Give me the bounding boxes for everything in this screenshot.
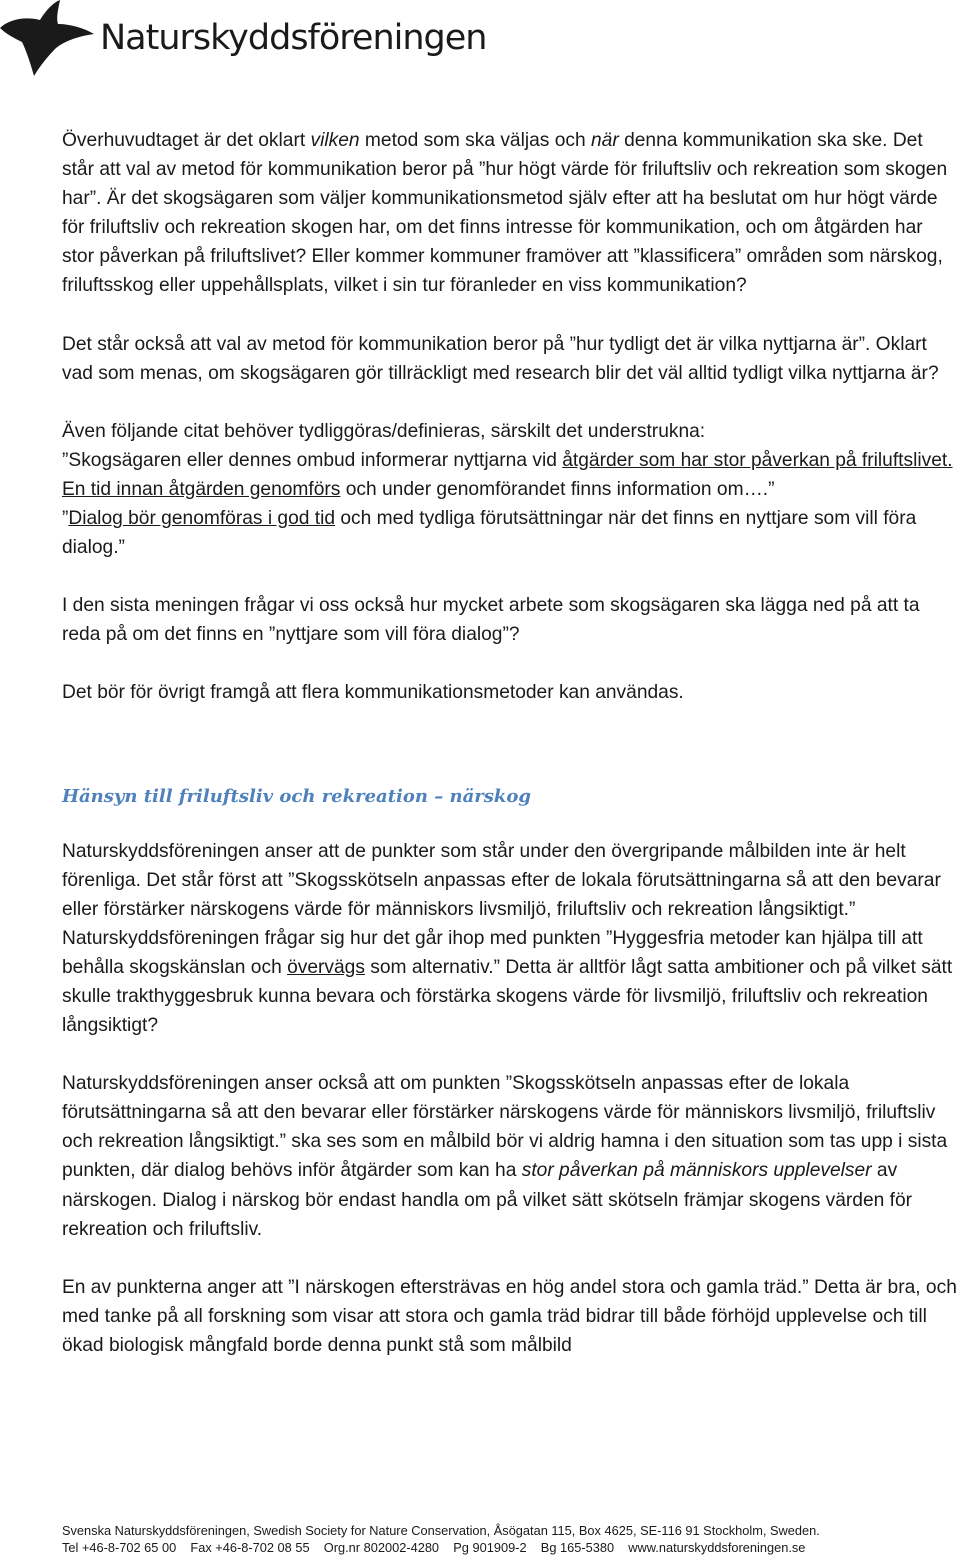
- paragraph: [62, 1069, 958, 1244]
- quote: [62, 446, 958, 504]
- text-run: En av punkterna anger att ”I närskogen eftersträvas en hög andel stora och gamla träd.” Detta är bra, och med tanke på all forskning som visar att stora och gamla träd bidrar till både förhöjd upplevelse och till ökad biologisk mångfald borde denna punkt stå som målbild: [62, 1276, 957, 1356]
- paragraph: [62, 837, 958, 1041]
- text-run: Även följande citat behöver tydliggöras/definieras, särskilt det understrukna:: [62, 420, 706, 442]
- text-run: Naturskyddsföreningen anser att de punkter som står under den övergripande målbilden inte är helt förenliga. Det står först att ”Skogsskötseln anpassas efter de lokala förutsättningarna så att den bevarar eller förstärker närskogens värde för människors livsmiljö, friluftsliv och rekreation långsiktigt.” Naturskyddsföreningen frågar sig hur det går ihop med punkten ”Hyggesfria metoder kan hjälpa till att behålla skogskänslan och: [62, 840, 941, 978]
- underlined-text: övervägs: [287, 956, 365, 978]
- text-run: denna kommunikation ska ske. Det står att val av metod för kommunikation beror på ”hur högt värde för friluftsliv och rekreation som skogen har”. Är det skogsägaren som väljer kommunikationsmetod själv efter att ha beslutat om hur högt värde för friluftsliv och rekreation skogen har, om det finns intresse för kommunikation, och om åtgärden har stor påverkan på friluftslivet? Eller kommer kommuner framöver att ”klassificera” områden som närskog, friluftsskog eller uppehållsplats, vilket i sin tur föranleder en viss kommunikation?: [62, 130, 948, 297]
- italic-text: när: [591, 130, 619, 151]
- paragraph: [62, 330, 958, 388]
- section-heading: Hänsyn till friluftsliv och rekreation – närskog: [62, 785, 531, 807]
- underlined-text: Dialog bör genomföras i god tid: [68, 508, 336, 530]
- underlined-text: åtgärder som har stor påverkan på friluftslivet.: [562, 449, 953, 471]
- text-run: och under genomförandet finns information om….”: [340, 478, 775, 500]
- brand-name: Naturskyddsföreningen: [100, 18, 487, 58]
- paragraph: [62, 1273, 958, 1360]
- italic-text: vilken: [310, 130, 360, 151]
- text-run: ”Skogsägaren eller dennes ombud informerar nyttjarna vid: [62, 449, 563, 471]
- paragraph: [62, 678, 958, 707]
- document-body: [62, 126, 958, 1360]
- paragraph: [62, 591, 958, 649]
- page-header: [0, 0, 960, 80]
- bird-logo-icon: [0, 0, 96, 80]
- text-run: som alternativ.” Detta är alltför lågt satta ambitioner och på vilket sätt skulle trakthyggesbruk kunna bevara och förstärka skogens värde för livsmiljö, friluftsliv och rekreation långsiktigt?: [62, 956, 953, 1037]
- paragraph: [62, 417, 958, 446]
- text-run: Det står också att val av metod för kommunikation beror på ”hur tydligt det är vilka nyttjarna är”. Oklart vad som menas, om skogsägaren gör tillräckligt med research blir det väl alltid tydligt vilka nyttjarna är?: [62, 333, 939, 384]
- quote: [62, 504, 958, 562]
- text-run: Naturskyddsföreningen anser också att om punkten ”Skogsskötseln anpassas efter de lokala förutsättningarna så att den bevarar eller förstärker närskogens värde för människors livsmiljö, friluftsliv och rekreation långsiktigt.” ska ses som en målbild bör vi aldrig hamna i den situation som tas upp i sista punkten, där dialog behövs inför åtgärder som kan ha: [62, 1073, 948, 1182]
- italic-text: stor påverkan på människors upplevelser: [521, 1160, 872, 1182]
- text-run: Överhuvudtaget är det oklart: [62, 130, 311, 151]
- text-run: Det bör för övrigt framgå att flera kommunikationsmetoder kan användas.: [62, 682, 684, 704]
- page-footer: [62, 1522, 958, 1556]
- text-run: I den sista meningen frågar vi oss också hur mycket arbete som skogsägaren ska lägga ned på att ta reda på om det finns en ”nyttjare som vill föra dialog”?: [62, 595, 920, 646]
- text-run: av närskogen. Dialog i närskog bör endast handla om på vilket sätt skötseln främjar skogens värden för rekreation och friluftsliv.: [62, 1160, 913, 1240]
- text-run: ”: [62, 508, 69, 530]
- footer-contact: Tel +46-8-702 65 00 Fax +46-8-702 08 55 Org.nr 802002-4280 Pg 901909-2 Bg 165-5380 www.naturskyddsforeningen.se: [62, 1540, 806, 1555]
- footer-address: Svenska Naturskyddsföreningen, Swedish Society for Nature Conservation, Åsögatan 115, Box 4625, SE-116 91 Stockholm, Sweden.: [62, 1523, 820, 1538]
- paragraph: [62, 126, 958, 301]
- text-run: metod som ska väljas och: [359, 130, 591, 151]
- text-run: och med tydliga förutsättningar när det finns en nyttjare som vill föra dialog.”: [62, 508, 917, 559]
- underlined-text: En tid innan åtgärden genomförs: [62, 478, 341, 500]
